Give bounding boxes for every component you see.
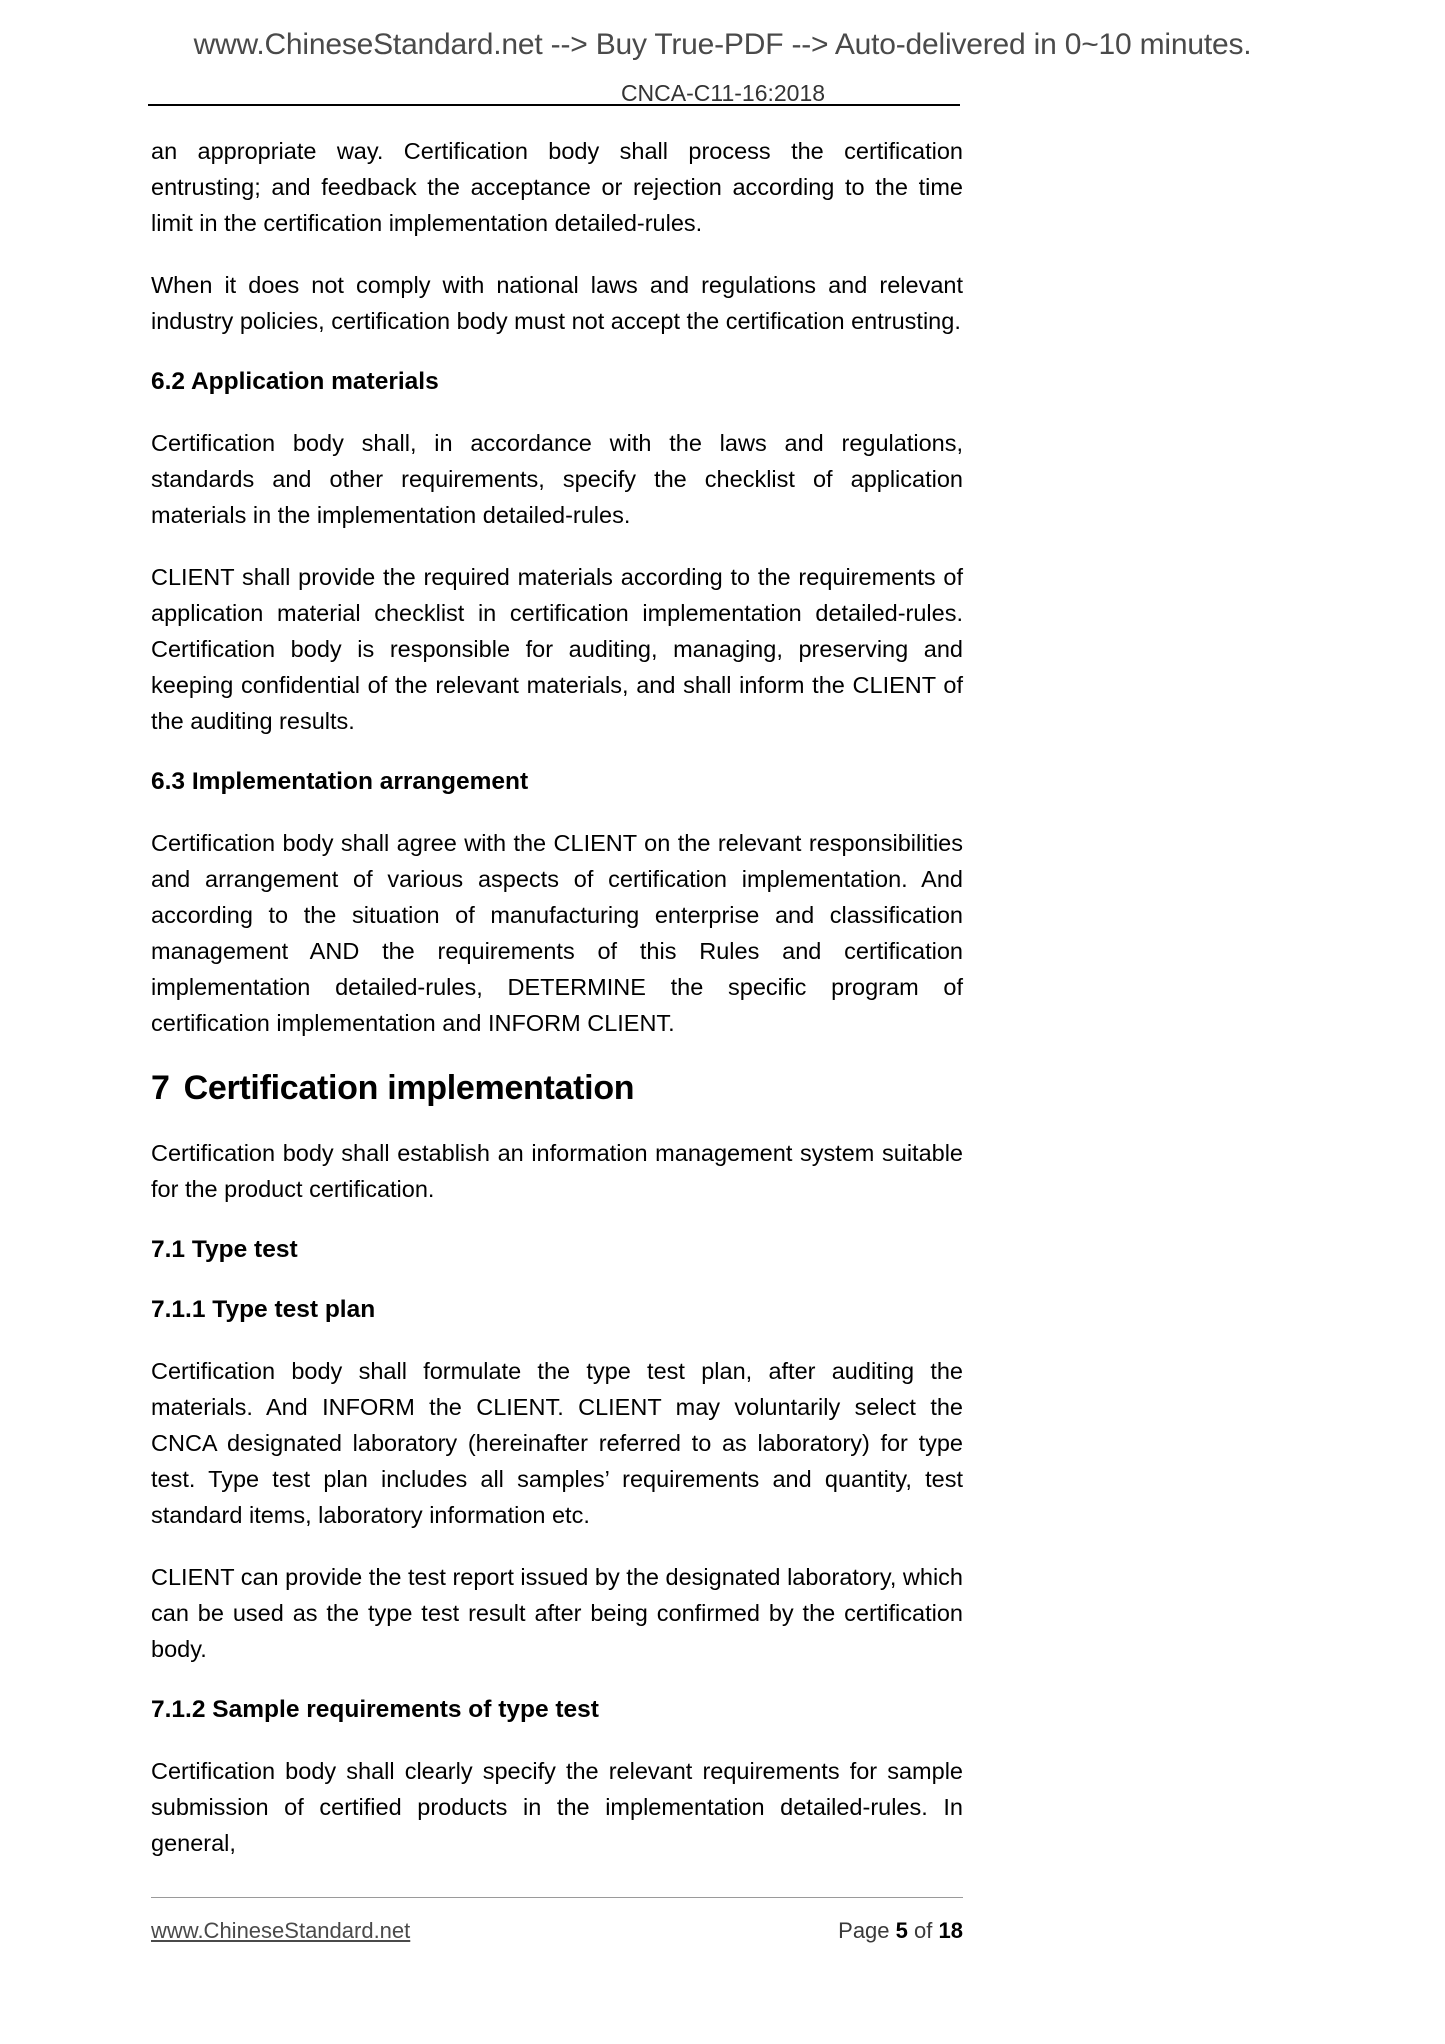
footer-site-link[interactable]: www.ChineseStandard.net	[151, 1918, 411, 1943]
heading-6-3-implementation-arrangement: 6.3 Implementation arrangement	[151, 768, 529, 795]
paragraph-test-report-acceptance: CLIENT can provide the test report issued by the designated laboratory, which can be used as the type test result after being confirmed by the certification body.	[151, 1564, 963, 1662]
promo-banner: www.ChineseStandard.net --> Buy True-PDF --> Auto-delivered in 0~10 minutes.	[193, 28, 1252, 61]
paragraph-type-test-plan-formulation: Certification body shall formulate the type test plan, after auditing the materials. And INFORM the CLIENT. CLIENT may voluntarily select the CNCA designated laboratory (hereinafter referred to as laboratory) for type test. Type test plan includes all samples’ requirements and quantity, test standard items, laboratory information etc.	[151, 1358, 963, 1528]
footer-page-total: 18	[938, 1918, 963, 1943]
footer-page-of: of	[914, 1918, 933, 1943]
paragraph-non-compliance: When it does not comply with national laws and regulations and relevant industry policies, certification body must not accept the certification entrusting.	[151, 272, 963, 334]
heading-6-2-application-materials: 6.2 Application materials	[151, 368, 439, 395]
running-head-standard-code: CNCA-C11-16:2018	[620, 80, 826, 106]
heading-7-certification-implementation	[151, 1067, 963, 1109]
paragraph-information-management-system: Certification body shall establish an information management system suitable for the product certification.	[151, 1140, 963, 1202]
footer-page-number: 5	[895, 1918, 908, 1943]
paragraph-implementation-agreement: Certification body shall agree with the CLIENT on the relevant responsibilities and arrangement of various aspects of certification implementation. And according to the situation of manufacturing enterprise and classification management AND the requirements of this Rules and certification implementation detailed-rules, DETERMINE the specific program of certification implementation and INFORM CLIENT.	[151, 830, 963, 1036]
page-footer	[151, 1918, 963, 1944]
footer-page-prefix: Page	[838, 1918, 890, 1943]
heading-7-text: Certification implementation	[183, 1069, 635, 1107]
heading-7-1-type-test: 7.1 Type test	[151, 1236, 298, 1263]
footer-divider	[151, 1897, 963, 1898]
running-head-divider	[148, 104, 960, 106]
paragraph-checklist-specification: Certification body shall, in accordance with the laws and regulations, standards and other requirements, specify the checklist of application materials in the implementation detailed-rules.	[151, 430, 963, 528]
footer-page-indicator	[838, 1918, 963, 1944]
heading-7-1-1-type-test-plan: 7.1.1 Type test plan	[151, 1296, 376, 1323]
paragraph-client-materials: CLIENT shall provide the required materials according to the requirements of application material checklist in certification implementation detailed-rules. Certification body is responsible for auditing, managing, preserving and keeping confidential of the relevant materials, and shall inform the CLIENT of the auditing results.	[151, 564, 963, 734]
paragraph-continued-entrusting: an appropriate way. Certification body shall process the certification entrusting; and feedback the acceptance or rejection according to the time limit in the certification implementation detailed-rules.	[151, 138, 963, 236]
heading-7-number: 7	[151, 1069, 170, 1107]
paragraph-sample-submission: Certification body shall clearly specify the relevant requirements for sample submission of certified products in the implementation detailed-rules. In general,	[151, 1758, 963, 1856]
heading-7-1-2-sample-requirements: 7.1.2 Sample requirements of type test	[151, 1696, 599, 1723]
document-body	[151, 133, 963, 1887]
